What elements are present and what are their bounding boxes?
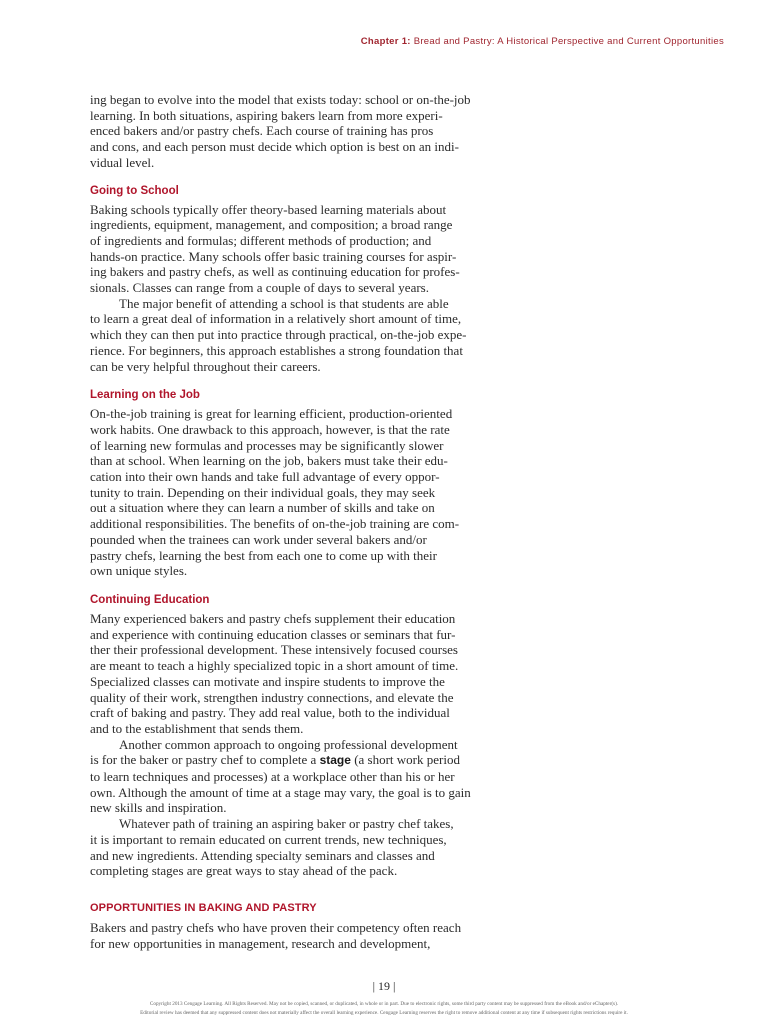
text-line: ingredients, equipment, management, and composition; a broad range — [90, 217, 453, 233]
section-heading-going-to-school: Going to School — [90, 184, 179, 197]
text-line: out a situation where they can learn a number of skills and take on — [90, 500, 435, 516]
text-line: completing stages are great ways to stay ahead of the pack. — [90, 863, 398, 879]
text-line: pastry chefs, learning the best from each one to come up with their — [90, 547, 437, 563]
going-to-school-paragraph-2 — [90, 296, 530, 375]
text-line: learning. In both situations, aspiring bakers learn from more experi- — [90, 107, 443, 123]
text-line: own unique styles. — [90, 563, 188, 579]
going-to-school-paragraph-1 — [90, 202, 530, 296]
text-line: and cons, and each person must decide which option is best on an indi- — [90, 139, 459, 155]
text-line: vidual level. — [90, 154, 155, 170]
text-line: On-the-job training is great for learning efficient, production-oriented — [90, 406, 453, 422]
text-line: Baking schools typically offer theory-based learning materials about — [90, 201, 447, 217]
text-line: can be very helpful throughout their careers. — [90, 358, 321, 374]
text-line: which they can then put into practice through practical, on-the-job expe- — [90, 327, 467, 343]
text-line: and to the establishment that sends them. — [90, 720, 304, 736]
text-line: pounded when the trainees can work under several bakers and/or — [90, 531, 427, 547]
text-line: Whatever path of training an aspiring baker or pastry chef takes, — [119, 816, 454, 832]
text-line: ing bakers and pastry chefs, as well as continuing education for profes- — [90, 264, 460, 280]
continuing-education-paragraph-1 — [90, 611, 530, 737]
page-number: | 19 | — [372, 979, 396, 993]
page-body — [90, 92, 530, 951]
text-line: for new opportunities in management, research and development, — [90, 935, 431, 951]
text-line: quality of their work, strengthen industry connections, and elevate the — [90, 689, 454, 705]
text-line: enced bakers and/or pastry chefs. Each course of training has pros — [90, 123, 434, 139]
intro-paragraph — [90, 92, 530, 171]
opportunities-paragraph — [90, 920, 530, 951]
continuing-education-paragraph-3 — [90, 816, 530, 879]
text-line: hands-on practice. Many schools offer basic training courses for aspir- — [90, 248, 457, 264]
text-line: of learning new formulas and processes may be significantly slower — [90, 437, 444, 453]
text-line: to learn a great deal of information in a relatively short amount of time, — [90, 311, 462, 327]
copyright-line: Copyright 2013 Cengage Learning. All Rights Reserved. May not be copied, scanned, or duplicated, in whole or in part. Due to electronic rights, some third party content may be suppressed from the eBook and/or eChapter(s). — [149, 1001, 619, 1007]
text-line: Specialized classes can motivate and inspire students to improve the — [90, 673, 445, 689]
chapter-label: Chapter 1: — [360, 36, 411, 47]
text-line: Many experienced bakers and pastry chefs supplement their education — [90, 610, 456, 626]
text-line: additional responsibilities. The benefits of on-the-job training are com- — [90, 516, 460, 532]
continuing-education-paragraph-2 — [90, 737, 530, 817]
text-line-with-term — [90, 752, 530, 769]
text-line: to learn techniques and processes) at a workplace other than his or her — [90, 769, 455, 785]
copyright-notice — [40, 1000, 728, 1018]
learning-on-the-job-paragraph — [90, 406, 530, 579]
text-line: Another common approach to ongoing professional development — [119, 736, 458, 752]
text-run: is for the baker or pastry chef to complete a — [90, 752, 320, 768]
text-line: ing began to evolve into the model that exists today: school or on-the-job — [90, 92, 471, 107]
text-line: are meant to teach a highly specialized topic in a short amount of time. — [90, 658, 459, 674]
text-line: tunity to train. Depending on their individual goals, they may seek — [90, 484, 436, 500]
section-heading-learning-on-the-job: Learning on the Job — [90, 389, 200, 402]
text-line: work habits. One drawback to this approach, however, is that the rate — [90, 421, 450, 437]
section-heading-opportunities: OPPORTUNITIES IN BAKING AND PASTRY — [90, 901, 317, 914]
text-line: craft of baking and pastry. They add real value, both to the individual — [90, 705, 450, 721]
text-line: sionals. Classes can range from a couple of days to several years. — [90, 280, 429, 296]
text-line: own. Although the amount of time at a stage may vary, the goal is to gain — [90, 784, 471, 800]
text-line: and new ingredients. Attending specialty seminars and classes and — [90, 847, 435, 863]
key-term-stage: stage — [319, 753, 351, 768]
text-line: new skills and inspiration. — [90, 800, 227, 816]
text-line: cation into their own hands and take full advantage of every oppor- — [90, 469, 440, 485]
section-heading-continuing-education: Continuing Education — [90, 593, 210, 606]
text-line: ther their professional development. These intensively focused courses — [90, 642, 458, 658]
text-line: and experience with continuing education classes or seminars that fur- — [90, 626, 456, 642]
text-line: of ingredients and formulas; different methods of production; and — [90, 232, 432, 248]
text-line: it is important to remain educated on current trends, new techniques, — [90, 831, 447, 847]
text-line: rience. For beginners, this approach establishes a strong foundation that — [90, 342, 463, 358]
chapter-title: Bread and Pastry: A Historical Perspective and Current Opportunities — [413, 36, 724, 47]
text-line: than at school. When learning on the job, bakers must take their edu- — [90, 453, 448, 469]
text-line: Bakers and pastry chefs who have proven their competency often reach — [90, 919, 462, 935]
text-run: (a short work period — [350, 752, 460, 768]
text-line: The major benefit of attending a school is that students are able — [119, 295, 449, 311]
running-head — [361, 36, 724, 47]
copyright-line: Editorial review has deemed that any suppressed content does not materially affect the overall learning experience. Cengage Learning reserves the right to remove additional content at any time if subsequent rights restrictions require it. — [140, 1010, 628, 1016]
